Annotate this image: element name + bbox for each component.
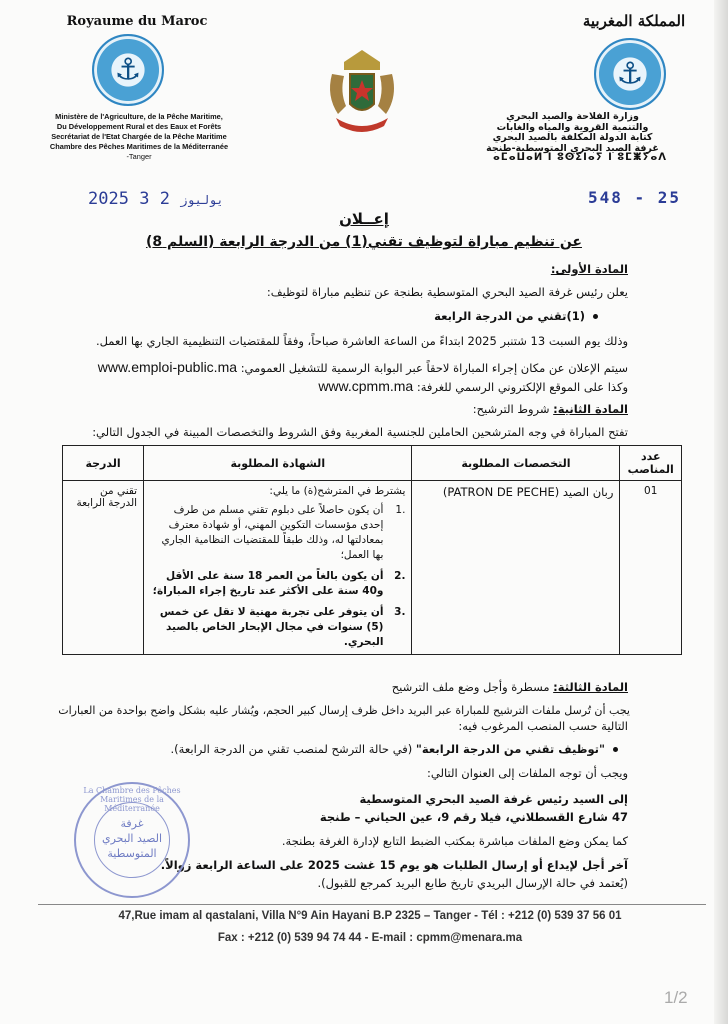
article3-bullet-rest: (في حالة الترشح لمنصب تقني من الدرجة الرابعة). — [170, 742, 416, 756]
condition-text: أن يكون حاصلاً على دبلوم تقني مسلم من طرف إحدى مؤسسات التكوين المهني، أو شهادة معترف بمعادلتها له، وذلك طبقاً للمقتضيات النظامية الجاري بها العمل؛ — [161, 504, 384, 561]
article1-portal-line — [98, 360, 628, 375]
cell-diploma — [144, 481, 412, 655]
site-line-text: وكذا على الموقع الإلكتروني الرسمي للغرفة: — [416, 380, 628, 394]
article3-heading — [392, 680, 628, 694]
portal-line-text: سيتم الإعلان عن مكان إجراء المباراة لاحقاً عبر البوابة الرسمية للتشغيل العمومي: — [240, 361, 628, 375]
portal-url[interactable]: www.emploi-public.ma — [97, 359, 238, 375]
announcement-subject: عن تنظيم مباراة لتوظيف تقني(1) من الدرجة الرابعة (السلم 8) — [145, 234, 582, 250]
condition-number: 3. — [394, 606, 406, 618]
announcement-title — [0, 210, 728, 228]
page-number: 1/2 — [664, 988, 688, 1007]
col-diploma-header: الشهادة المطلوبة — [144, 446, 412, 481]
condition-item — [150, 605, 405, 650]
condition-item — [150, 569, 405, 599]
stamp-line: الصيد البحري — [101, 832, 163, 845]
bullet-icon — [593, 314, 598, 319]
address-intro: ويجب أن توجه الملفات إلى العنوان التالي: — [427, 766, 628, 780]
table-row — [63, 481, 682, 655]
header-left-title: Royaume du Maroc — [66, 14, 208, 29]
article3-line2: التالية حسب المنصب المرغوب فيه: — [458, 719, 628, 733]
header-right-lines — [440, 112, 705, 154]
tifinagh-line: ⴰⵎⴰⵡⴰⵍ ⵏ ⵓⵙⵉⵏⴰⵢ ⵏ ⵓⵎⵥⵢⴰⴷ — [492, 152, 668, 163]
address-line1: إلى السيد رئيس غرفة الصيد البحري المتوسطية — [359, 792, 628, 806]
site-url[interactable]: www.cpmm.ma — [318, 378, 414, 394]
deposit-line: كما يمكن وضع الملفات مباشرة بمكتب الضبط التابع لإدارة الغرفة بطنجة. — [281, 834, 628, 848]
cell-grade: تقني من الدرجة الرابعة — [63, 481, 144, 655]
article1-bullet-text: (1)تقني من الدرجة الرابعة — [434, 309, 585, 323]
deadline-line: آخر أجل لإيداع أو إرسال الطلبات هو يوم 15 غشت 2025 على الساعة الرابعة زوالاً. — [160, 858, 628, 872]
header-right-title: المملكة المغربية — [582, 12, 686, 30]
cell-specialty: ربان الصيد (PATRON DE PECHE) — [412, 481, 620, 655]
article1-intro: يعلن رئيس غرفة الصيد البحري المتوسطية بطنجة عن تنظيم مباراة لتوظيف: — [266, 285, 628, 299]
header-left-line: Chambre des Pêches Maritimes de la Méditerranée — [49, 142, 229, 151]
condition-item — [150, 503, 405, 563]
article1-date-line: وذلك يوم السبت 13 شتنبر 2025 ابتداءً من الساعة العاشرة صباحاً، وفقاً للمقتضيات التنظيمية الجاري بها العمل. — [95, 334, 628, 348]
header-right-line: كتابة الدولة المكلفة بالصيد البحري — [492, 132, 653, 143]
article3-bullet-bold: "توظيف تقني من الدرجة الرابعة" — [415, 742, 605, 756]
article3-heading-label: المادة الثالثة: — [553, 680, 628, 694]
condition-number: 1. — [395, 504, 406, 516]
header-left-line: -Tanger — [126, 152, 152, 161]
date-day: 2 3 — [139, 189, 170, 209]
anchor-icon: ⚓ — [616, 56, 644, 92]
anchor-icon: ⚓ — [114, 52, 142, 88]
page-edge-shadow — [714, 0, 728, 1024]
reference-number: 548 - 25 — [588, 188, 682, 207]
stamp-center-text — [76, 816, 188, 861]
article3-bullet — [171, 742, 618, 756]
header-left-line: Du Développement Rural et des Eaux et Forêts — [56, 122, 222, 131]
stamp-line: المتوسطية — [107, 847, 157, 860]
header-right-line: والتنمية القروية والمياه والغابات — [496, 121, 649, 133]
postal-note: (يُعتمد في حالة الإرسال البريدي تاريخ طابع البريد كمرجع للقبول). — [317, 876, 628, 890]
announcement-word: إعــلان — [339, 210, 389, 228]
footer-divider — [38, 904, 706, 905]
article1-site-line — [318, 379, 628, 394]
diploma-intro: يشترط في المترشح(ة) ما يلي: — [269, 485, 406, 497]
footer-address: 47,Rue imam al qastalani, Villa N°9 Ain Hayani B.P 2325 – Tanger - Tél : +212 (0) 539 37 56 01 — [118, 910, 622, 922]
article1-bullet — [434, 309, 598, 323]
chamber-stamp — [74, 782, 190, 898]
handwritten-date — [88, 189, 224, 209]
conditions-table — [62, 445, 682, 655]
table-header-row — [63, 446, 682, 481]
article1-heading: المادة الأولى: — [550, 262, 628, 276]
date-year: 2025 — [88, 189, 129, 209]
footer-contact: Fax : +212 (0) 539 94 74 44 - E-mail : cpmm@menara.ma — [217, 932, 523, 944]
article2-heading-label: المادة الثانية: — [553, 402, 628, 416]
stamp-ring-text: La Chambre des Pêches Maritimes de la Méditerranée — [83, 786, 181, 813]
col-positions-header: عدد المناصب — [620, 446, 682, 481]
condition-text: أن يتوفر على تجربة مهنية لا تقل عن خمس (5) سنوات في مجال الإبحار الخاص بالصيد البحري. — [159, 606, 384, 648]
header-left-lines — [14, 112, 264, 162]
header-left-line: Ministère de l'Agriculture, de la Pêche Maritime, — [55, 112, 223, 121]
article3-heading-rest: مسطرة وأجل وضع ملف الترشيح — [391, 680, 550, 694]
condition-number: 2. — [394, 570, 406, 582]
conditions-list — [150, 503, 405, 650]
bullet-icon — [613, 747, 618, 752]
condition-text: أن يكون بالغاً من العمر 18 سنة على الأقل و40 سنة على الأكثر عند تاريخ إجراء المباراة؛ — [152, 570, 384, 597]
header-right-line: وزارة الفلاحة والصيد البحري — [506, 111, 639, 122]
article2-heading-rest: شروط الترشيح: — [472, 402, 550, 416]
header-right-line: غرفة الصيد البحري المتوسطية-طنجة — [486, 142, 659, 154]
chamber-logo-right — [594, 38, 666, 110]
header-left-line: Secrétariat de l'Etat Chargée de la Pêche Maritime — [51, 132, 227, 141]
article2-heading — [473, 402, 628, 416]
col-grade-header: الدرجة — [63, 446, 144, 481]
date-month: يوليوز — [180, 193, 224, 207]
article2-intro: تفتح المباراة في وجه المترشحين الحاملين للجنسية المغربية وفق الشروط والتخصصات المبينة في الجدول التالي: — [92, 425, 628, 439]
article3-line1: يجب أن تُرسل ملفات الترشيح للمباراة عبر البريد داخل ظرف إرسال كبير الحجم، ويُشار عليه بشكل واضح بواحدة من العبارات — [58, 704, 630, 717]
cell-positions: 01 — [620, 481, 682, 655]
coat-of-arms-icon — [322, 44, 402, 136]
stamp-line: غرفة — [120, 817, 144, 830]
address-line2: 47 شارع القسطلاني، فيلا رقم 9، عين الحياني – طنجة — [319, 810, 628, 824]
col-specialties-header: التخصصات المطلوبة — [412, 446, 620, 481]
chamber-logo-left — [92, 34, 164, 106]
